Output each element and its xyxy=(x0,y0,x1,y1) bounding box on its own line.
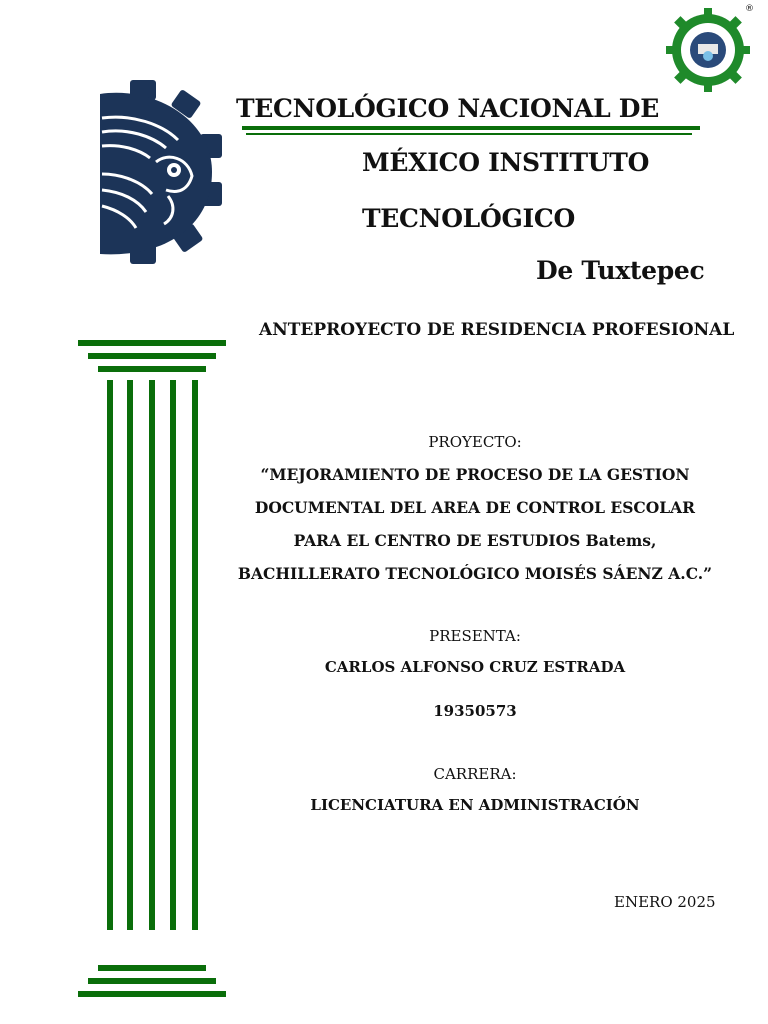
institution-line-3: TECNOLÓGICO xyxy=(362,204,575,233)
career-label: CARRERA: xyxy=(433,765,517,783)
institution-line-4: De Tuxtepec xyxy=(536,256,705,285)
tecnm-logo xyxy=(92,78,228,268)
project-title-line: BACHILLERATO TECNOLÓGICO MOISÉS SÁENZ A.C.” xyxy=(237,564,713,583)
column-base-top xyxy=(98,965,206,971)
column-flute xyxy=(107,380,113,930)
column-flute xyxy=(192,380,198,930)
column-flute xyxy=(149,380,155,930)
project-title-line: PARA EL CENTRO DE ESTUDIOS Batems, xyxy=(293,531,657,550)
career-name: LICENCIATURA EN ADMINISTRACIÓN xyxy=(310,796,640,814)
itt-seal-logo xyxy=(664,6,754,96)
presenter-name: CARLOS ALFONSO CRUZ ESTRADA xyxy=(324,658,626,676)
column-base-bottom xyxy=(78,991,226,997)
column-flute xyxy=(127,380,133,930)
student-id: 19350573 xyxy=(433,702,517,720)
presenter-label: PRESENTA: xyxy=(429,627,521,645)
institution-line-1: TECNOLÓGICO NACIONAL DE xyxy=(236,94,659,123)
eagle-gear-icon xyxy=(92,78,228,268)
header-rule-thin xyxy=(246,133,692,135)
column-flute xyxy=(170,380,176,930)
header-rule-thick xyxy=(242,126,700,130)
project-title xyxy=(236,458,714,590)
column-capital-bottom xyxy=(98,366,206,372)
document-date: ENERO 2025 xyxy=(614,893,716,911)
project-title-line: “MEJORAMIENTO DE PROCESO DE LA GESTION xyxy=(260,465,690,484)
project-label: PROYECTO: xyxy=(428,433,522,451)
column-capital-top xyxy=(78,340,226,346)
registered-mark: ® xyxy=(745,4,754,14)
column-base-middle xyxy=(88,978,216,984)
document-type: ANTEPROYECTO DE RESIDENCIA PROFESIONAL xyxy=(259,320,735,340)
project-title-line: DOCUMENTAL DEL AREA DE CONTROL ESCOLAR xyxy=(254,498,696,517)
gear-seal-icon xyxy=(664,6,754,96)
institution-line-2: MÉXICO INSTITUTO xyxy=(362,148,650,177)
column-capital-middle xyxy=(88,353,216,359)
